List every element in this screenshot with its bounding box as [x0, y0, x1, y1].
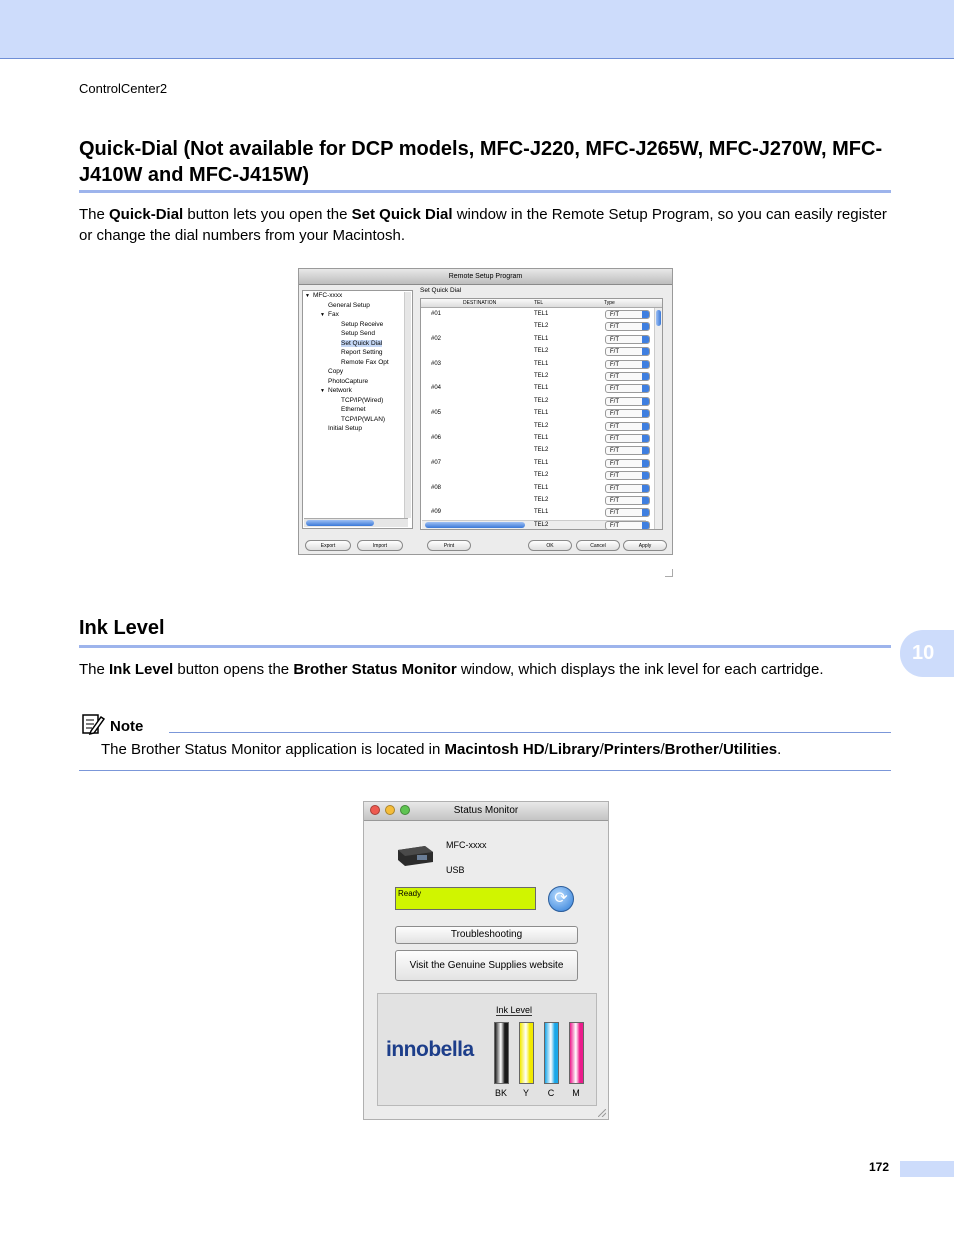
tel-label: TEL1: [534, 385, 549, 392]
page-number: 172: [869, 1160, 890, 1174]
quick-dial-table: [420, 298, 663, 530]
type-select-value: F/T: [610, 386, 619, 393]
remote-setup-window: [298, 268, 673, 555]
print-button[interactable]: Print: [427, 540, 471, 551]
select-arrows-icon: [642, 497, 649, 504]
select-arrows-icon: [642, 311, 649, 318]
note-rule: [169, 732, 891, 733]
type-select[interactable]: [605, 521, 650, 530]
type-select-value: F/T: [610, 361, 619, 368]
panel-label: Set Quick Dial: [420, 287, 462, 294]
ink-panel: [377, 993, 597, 1106]
tel-label: TEL2: [534, 447, 549, 454]
status-monitor-window: [363, 801, 609, 1120]
scroll-thumb[interactable]: [425, 522, 525, 528]
speed-dial-id: #05: [431, 410, 442, 417]
resize-grip-icon[interactable]: [598, 1109, 606, 1117]
tree-item[interactable]: Report Setting: [341, 349, 383, 356]
section-title-quick-dial: Quick-Dial (Not available for DCP models, MFC-J220, MFC-J265W, MFC-J270W, MFC-J410W and MFC-J415W): [79, 138, 883, 186]
tree-item[interactable]: Setup Send: [341, 330, 375, 337]
window-title: Remote Setup Program: [299, 269, 672, 285]
type-select[interactable]: [605, 310, 650, 319]
tel-label: TEL2: [534, 348, 549, 355]
tree-item[interactable]: Ethernet: [341, 406, 366, 413]
type-select-value: F/T: [610, 460, 619, 467]
speed-dial-id: #07: [431, 459, 442, 466]
type-select[interactable]: [605, 409, 650, 418]
select-arrows-icon: [642, 460, 649, 467]
type-select[interactable]: [605, 372, 650, 381]
select-arrows-icon: [642, 373, 649, 380]
type-select-value: F/T: [610, 374, 619, 380]
type-select[interactable]: [605, 322, 650, 331]
select-arrows-icon: [642, 522, 649, 529]
ink-label: M: [572, 1088, 580, 1098]
tree-item[interactable]: PhotoCapture: [328, 377, 369, 385]
window-titlebar: [364, 802, 608, 821]
type-select-value: F/T: [610, 423, 619, 430]
tree-vertical-scrollbar[interactable]: [404, 292, 411, 518]
note-header: [79, 712, 891, 734]
ok-button[interactable]: OK: [528, 540, 572, 551]
select-arrows-icon: [642, 348, 649, 355]
tree-item[interactable]: Network: [328, 387, 352, 394]
status-display: Ready: [395, 887, 536, 910]
type-select-value: F/T: [610, 522, 619, 529]
type-select[interactable]: [605, 422, 650, 431]
export-button[interactable]: Export: [305, 540, 351, 551]
tel-label: TEL2: [534, 422, 549, 429]
header-band: [0, 0, 954, 59]
tree-item[interactable]: MFC-xxxx: [313, 292, 343, 299]
import-button[interactable]: Import: [357, 540, 403, 551]
type-select-value: F/T: [610, 336, 619, 343]
type-select[interactable]: [605, 384, 650, 393]
select-arrows-icon: [642, 485, 649, 492]
type-select-value: F/T: [610, 411, 619, 418]
speed-dial-id: #09: [431, 509, 442, 516]
ink-label: C: [547, 1088, 555, 1098]
scroll-thumb[interactable]: [656, 310, 661, 326]
type-select[interactable]: [605, 496, 650, 505]
select-arrows-icon: [642, 435, 649, 442]
ink-label: Y: [522, 1088, 529, 1098]
tree-item[interactable]: TCP/IP(Wired): [341, 396, 384, 404]
tree-item[interactable]: Set Quick Dial: [341, 339, 383, 347]
column-destination[interactable]: DESTINATION: [463, 300, 497, 306]
tree-item[interactable]: Initial Setup: [328, 425, 362, 432]
type-select-value: F/T: [610, 312, 619, 318]
tree-item[interactable]: Fax: [328, 311, 339, 318]
tel-label: TEL1: [534, 311, 549, 317]
tel-label: TEL1: [534, 484, 549, 491]
zoom-icon[interactable]: [400, 805, 410, 815]
scroll-thumb[interactable]: [306, 520, 374, 526]
select-arrows-icon: [642, 385, 649, 392]
select-arrows-icon: [642, 336, 649, 343]
select-arrows-icon: [642, 410, 649, 417]
tel-label: TEL2: [534, 373, 549, 379]
tree-item[interactable]: Remote Fax Opt: [341, 358, 389, 366]
type-select-value: F/T: [610, 485, 619, 492]
running-head: ControlCenter2: [79, 81, 168, 96]
speed-dial-id: #02: [431, 335, 442, 342]
speed-dial-id: #08: [431, 484, 442, 491]
ink-level-title: Ink Level: [496, 1005, 533, 1015]
tree-item[interactable]: Copy: [328, 368, 344, 375]
ink-bar-c: [544, 1022, 559, 1084]
ink-level-paragraph: The Ink Level button opens the Brother Status Monitor window, which displays the ink level for each cartridge.: [79, 661, 824, 678]
section-rule: [79, 645, 891, 648]
minimize-icon[interactable]: [385, 805, 395, 815]
disclosure-triangle-icon[interactable]: ▼: [320, 312, 325, 318]
type-select-value: F/T: [610, 324, 619, 331]
tel-label: TEL1: [534, 335, 549, 342]
apply-button[interactable]: Apply: [623, 540, 667, 551]
type-select[interactable]: [605, 335, 650, 344]
column-type[interactable]: Type: [604, 300, 615, 306]
tel-label: TEL1: [534, 509, 549, 516]
tree-horizontal-scrollbar[interactable]: [304, 518, 408, 527]
type-select-value: F/T: [610, 498, 619, 504]
ink-bar-m: [569, 1022, 584, 1084]
connection-type: USB: [446, 865, 465, 875]
select-arrows-icon: [642, 447, 649, 454]
note-rule-bottom: [79, 770, 891, 771]
resize-grip-icon: [665, 569, 673, 577]
type-select-value: F/T: [610, 398, 619, 405]
type-select[interactable]: [605, 434, 650, 443]
tel-label: TEL2: [534, 521, 549, 528]
disclosure-triangle-icon[interactable]: ▼: [320, 388, 325, 394]
tree-item[interactable]: General Setup: [328, 301, 370, 309]
type-select-value: F/T: [610, 448, 619, 455]
tel-label: TEL1: [534, 410, 549, 417]
select-arrows-icon: [642, 423, 649, 430]
select-arrows-icon: [642, 361, 649, 368]
tel-label: TEL2: [534, 497, 549, 503]
speed-dial-id: #04: [431, 385, 442, 392]
window-title: Status Monitor: [453, 805, 519, 816]
innobella-logo: innobella: [386, 1038, 474, 1061]
cancel-button[interactable]: Cancel: [576, 540, 620, 551]
type-select[interactable]: [605, 397, 650, 406]
refresh-icon[interactable]: ⟳: [548, 886, 574, 912]
disclosure-triangle-icon[interactable]: ▼: [305, 293, 310, 299]
type-select-value: F/T: [610, 349, 619, 356]
speed-dial-id: #01: [431, 311, 442, 317]
type-select-value: F/T: [610, 436, 619, 442]
tel-label: TEL2: [534, 472, 549, 479]
close-icon[interactable]: [370, 805, 380, 815]
select-arrows-icon: [642, 509, 649, 516]
type-select[interactable]: [605, 360, 650, 369]
select-arrows-icon: [642, 323, 649, 330]
tel-label: TEL1: [534, 459, 549, 466]
type-select[interactable]: [605, 446, 650, 455]
column-tel[interactable]: TEL: [534, 300, 544, 306]
table-header: [421, 299, 662, 308]
note-pencil-icon: [81, 712, 105, 736]
device-model: MFC-xxxx: [446, 840, 487, 850]
tree-item[interactable]: Setup Receive: [341, 320, 384, 328]
tel-label: TEL1: [534, 360, 549, 367]
genuine-supplies-button[interactable]: Visit the Genuine Supplies website: [395, 950, 578, 981]
settings-tree[interactable]: [302, 290, 413, 529]
tree-item[interactable]: TCP/IP(WLAN): [341, 415, 386, 423]
note-text: The Brother Status Monitor application is located in Macintosh HD/Library/Printers/Brother/Utilities.: [101, 741, 782, 758]
type-select[interactable]: [605, 471, 650, 480]
quick-dial-paragraph: The Quick-Dial button lets you open the Set Quick Dial window in the Remote Setup Program, so you can easily register or change the dial numbers from your Macintosh.: [79, 206, 887, 244]
type-select[interactable]: [605, 508, 650, 517]
section-rule: [79, 190, 891, 193]
speed-dial-id: #03: [431, 360, 442, 367]
ink-label: BK: [494, 1088, 507, 1098]
chapter-tab: 10: [900, 630, 954, 677]
note-label: Note: [110, 718, 144, 735]
tel-label: TEL2: [534, 323, 549, 330]
tel-label: TEL1: [534, 435, 549, 441]
type-select-value: F/T: [610, 473, 619, 480]
table-vertical-scrollbar[interactable]: [654, 308, 662, 529]
type-select[interactable]: [605, 484, 650, 493]
ink-bar-bk: [494, 1022, 509, 1084]
tel-label: TEL2: [534, 397, 549, 404]
speed-dial-id: #06: [431, 435, 442, 441]
type-select[interactable]: [605, 459, 650, 468]
troubleshooting-button[interactable]: Troubleshooting: [395, 926, 578, 944]
footer-band: [900, 1161, 954, 1177]
select-arrows-icon: [642, 472, 649, 479]
section-title-ink-level: Ink Level: [79, 617, 165, 639]
printer-icon: [395, 842, 435, 868]
type-select[interactable]: [605, 347, 650, 356]
ink-bar-y: [519, 1022, 534, 1084]
select-arrows-icon: [642, 398, 649, 405]
type-select-value: F/T: [610, 510, 619, 517]
